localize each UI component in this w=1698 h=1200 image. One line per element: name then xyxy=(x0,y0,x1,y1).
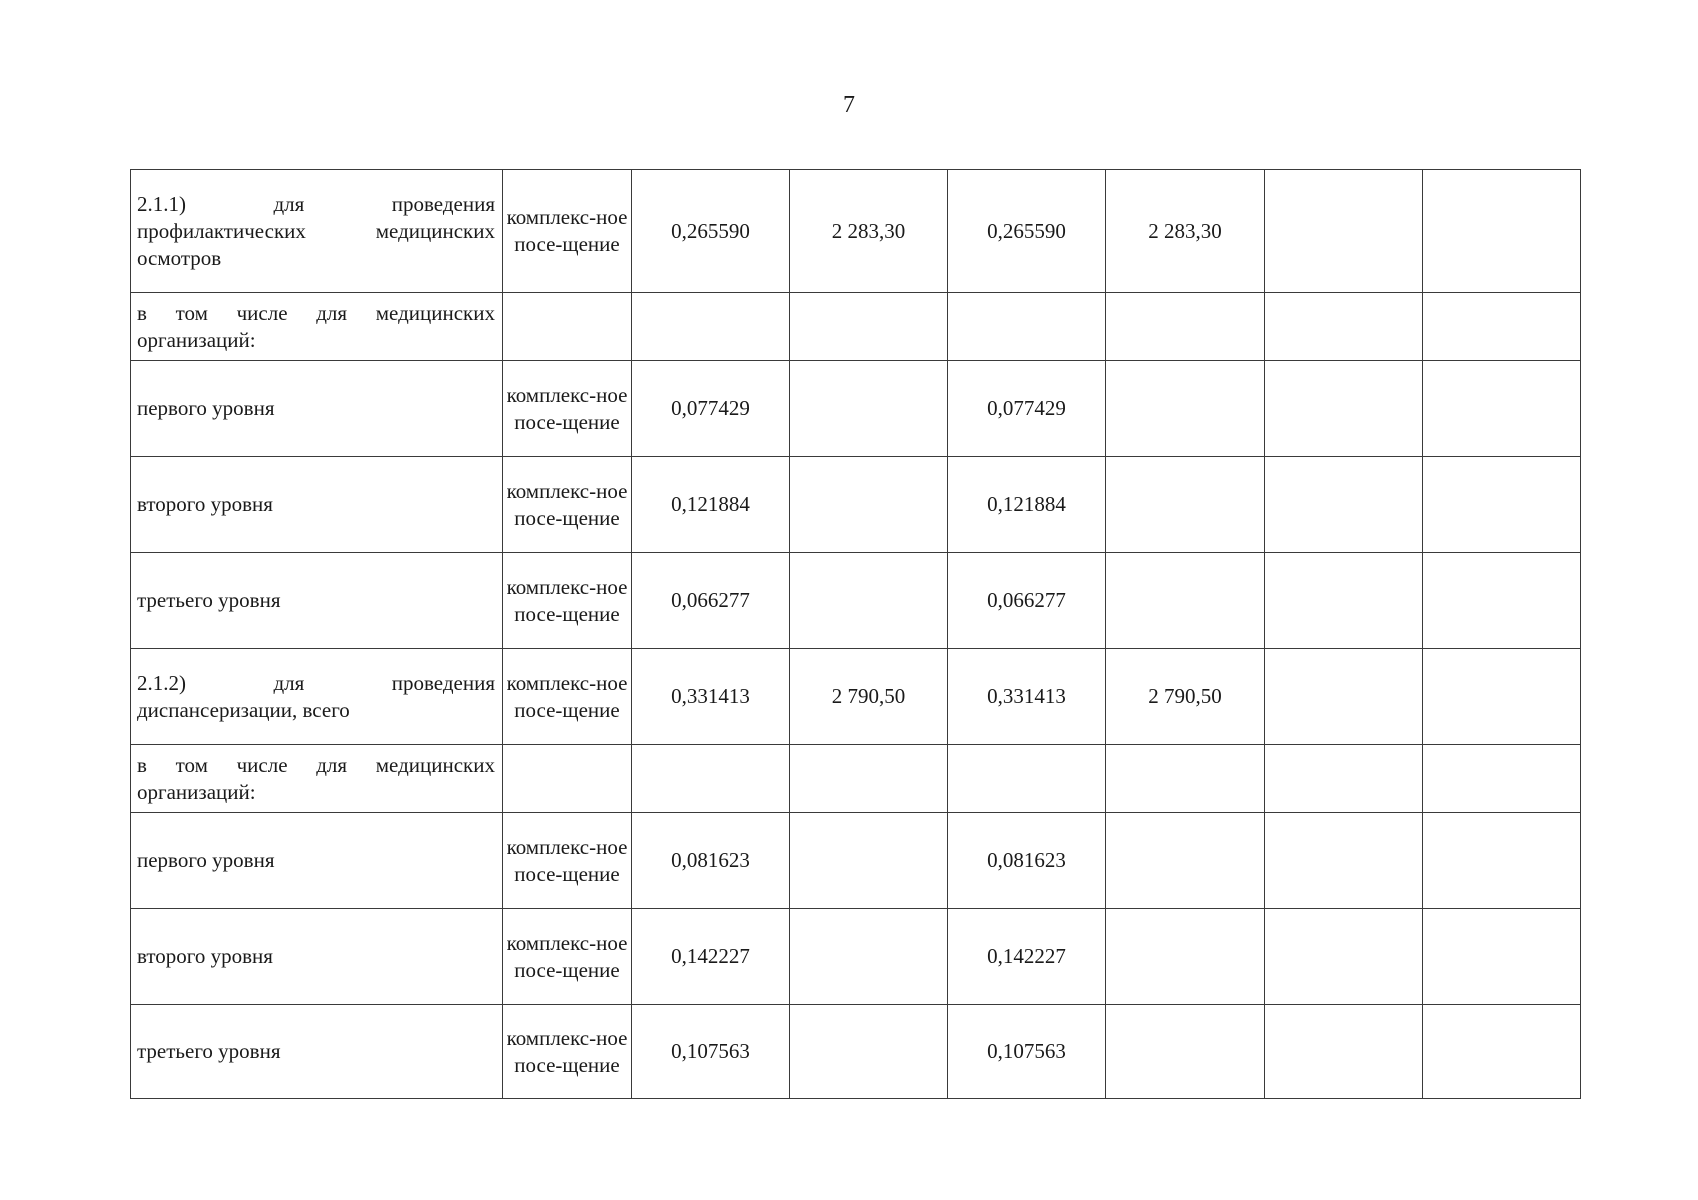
value-cell-c1: 0,121884 xyxy=(632,457,790,553)
value-cell-c6 xyxy=(1423,1005,1581,1099)
value-cell-c2 xyxy=(790,909,948,1005)
value-cell-c6 xyxy=(1423,813,1581,909)
value-cell-c2 xyxy=(790,813,948,909)
value-cell-c2 xyxy=(790,553,948,649)
value-cell-c5 xyxy=(1265,1005,1423,1099)
table-row xyxy=(131,909,1581,1005)
table-row xyxy=(131,649,1581,745)
value-cell-c3: 0,331413 xyxy=(948,649,1106,745)
table-body xyxy=(131,170,1581,1099)
value-cell-c1: 0,081623 xyxy=(632,813,790,909)
value-cell-c4 xyxy=(1106,293,1265,361)
value-cell-c2: 2 790,50 xyxy=(790,649,948,745)
value-cell-c4 xyxy=(1106,909,1265,1005)
value-cell-c5 xyxy=(1265,293,1423,361)
value-cell-c1: 0,107563 xyxy=(632,1005,790,1099)
unit-cell xyxy=(503,293,632,361)
value-cell-c3: 0,107563 xyxy=(948,1005,1106,1099)
value-cell-c5 xyxy=(1265,649,1423,745)
unit-cell xyxy=(503,745,632,813)
indicator-name-cell: первого уровня xyxy=(131,361,503,457)
value-cell-c5 xyxy=(1265,745,1423,813)
value-cell-c1 xyxy=(632,745,790,813)
value-cell-c6 xyxy=(1423,293,1581,361)
value-cell-c1: 0,331413 xyxy=(632,649,790,745)
value-cell-c3: 0,081623 xyxy=(948,813,1106,909)
value-cell-c5 xyxy=(1265,457,1423,553)
value-cell-c5 xyxy=(1265,553,1423,649)
table-row xyxy=(131,813,1581,909)
unit-cell: комплекс-ное посе-щение xyxy=(503,909,632,1005)
table-row xyxy=(131,745,1581,813)
indicator-name-cell: третьего уровня xyxy=(131,553,503,649)
table-row xyxy=(131,1005,1581,1099)
value-cell-c3: 0,121884 xyxy=(948,457,1106,553)
value-cell-c6 xyxy=(1423,745,1581,813)
value-cell-c2 xyxy=(790,1005,948,1099)
table-row xyxy=(131,361,1581,457)
value-cell-c2 xyxy=(790,361,948,457)
value-cell-c1: 0,066277 xyxy=(632,553,790,649)
value-cell-c4 xyxy=(1106,553,1265,649)
unit-cell: комплекс-ное посе-щение xyxy=(503,170,632,293)
value-cell-c1: 0,142227 xyxy=(632,909,790,1005)
unit-cell: комплекс-ное посе-щение xyxy=(503,553,632,649)
unit-cell: комплекс-ное посе-щение xyxy=(503,1005,632,1099)
value-cell-c4 xyxy=(1106,457,1265,553)
unit-cell: комплекс-ное посе-щение xyxy=(503,649,632,745)
table-row xyxy=(131,457,1581,553)
indicator-name-cell: первого уровня xyxy=(131,813,503,909)
indicator-name-cell: в том числе для медицинских организаций: xyxy=(131,293,503,361)
value-cell-c6 xyxy=(1423,553,1581,649)
value-cell-c4 xyxy=(1106,361,1265,457)
indicator-name-cell: 2.1.2) для проведения диспансеризации, всего xyxy=(131,649,503,745)
value-cell-c4: 2 283,30 xyxy=(1106,170,1265,293)
value-cell-c1 xyxy=(632,293,790,361)
value-cell-c4: 2 790,50 xyxy=(1106,649,1265,745)
value-cell-c5 xyxy=(1265,361,1423,457)
value-cell-c5 xyxy=(1265,170,1423,293)
value-cell-c3 xyxy=(948,745,1106,813)
value-cell-c4 xyxy=(1106,813,1265,909)
value-cell-c6 xyxy=(1423,649,1581,745)
value-cell-c3: 0,265590 xyxy=(948,170,1106,293)
indicator-name-cell: второго уровня xyxy=(131,457,503,553)
indicator-name-cell: второго уровня xyxy=(131,909,503,1005)
indicator-name-cell: 2.1.1) для проведения профилактических медицинских осмотров xyxy=(131,170,503,293)
value-cell-c6 xyxy=(1423,457,1581,553)
value-cell-c2 xyxy=(790,457,948,553)
table-row xyxy=(131,553,1581,649)
value-cell-c3: 0,142227 xyxy=(948,909,1106,1005)
value-cell-c2 xyxy=(790,293,948,361)
data-table xyxy=(130,169,1581,1099)
table-row xyxy=(131,293,1581,361)
value-cell-c4 xyxy=(1106,1005,1265,1099)
value-cell-c1: 0,077429 xyxy=(632,361,790,457)
value-cell-c5 xyxy=(1265,813,1423,909)
value-cell-c2 xyxy=(790,745,948,813)
value-cell-c3: 0,066277 xyxy=(948,553,1106,649)
value-cell-c6 xyxy=(1423,170,1581,293)
table-row xyxy=(131,170,1581,293)
indicator-name-cell: третьего уровня xyxy=(131,1005,503,1099)
indicator-name-cell: в том числе для медицинских организаций: xyxy=(131,745,503,813)
unit-cell: комплекс-ное посе-щение xyxy=(503,361,632,457)
value-cell-c6 xyxy=(1423,361,1581,457)
value-cell-c6 xyxy=(1423,909,1581,1005)
value-cell-c1: 0,265590 xyxy=(632,170,790,293)
value-cell-c3: 0,077429 xyxy=(948,361,1106,457)
value-cell-c4 xyxy=(1106,745,1265,813)
value-cell-c5 xyxy=(1265,909,1423,1005)
value-cell-c2: 2 283,30 xyxy=(790,170,948,293)
value-cell-c3 xyxy=(948,293,1106,361)
unit-cell: комплекс-ное посе-щение xyxy=(503,457,632,553)
unit-cell: комплекс-ное посе-щение xyxy=(503,813,632,909)
page-number: 7 xyxy=(843,92,855,118)
